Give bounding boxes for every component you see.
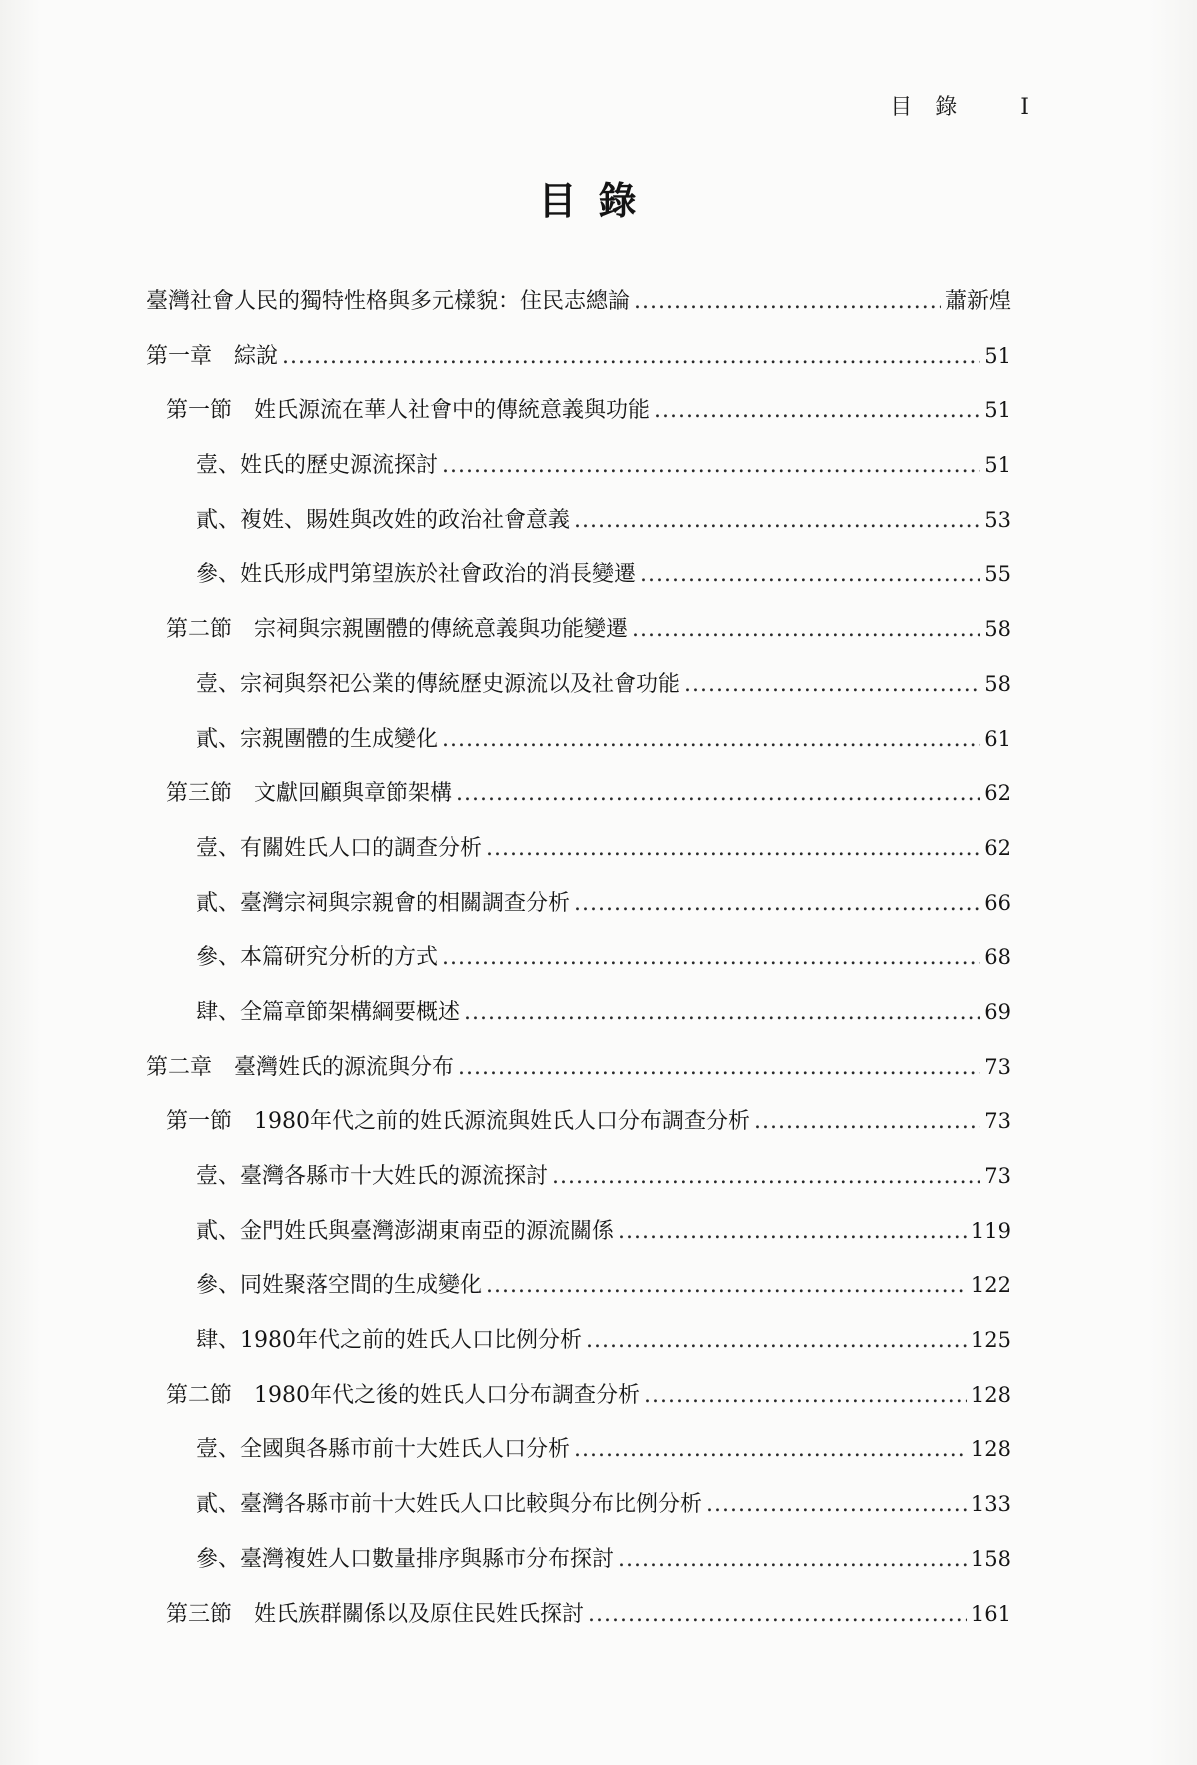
toc-entry-title: 貳、臺灣各縣市前十大姓氏人口比較與分布比例分析 [196,1492,703,1518]
toc-entry-title: 壹、全國與各縣市前十大姓氏人口分析 [196,1437,571,1463]
toc-entry[interactable] [0,667,1197,722]
toc-entry-page-number: 125 [970,1328,1011,1353]
toc-entry-title: 參、姓氏形成門第望族於社會政治的消長變遷 [196,562,637,588]
toc-entry[interactable] [0,1378,1197,1433]
toc-entry-page-number: 128 [970,1437,1011,1462]
toc-entry[interactable] [0,1214,1197,1269]
toc-entry-author: 蕭新煌 [944,289,1011,314]
toc-entry[interactable] [0,831,1197,886]
dot-leader [640,562,980,587]
toc-entry-title: 第三節 文獻回顧與章節架構 [166,781,453,807]
dot-leader [458,1055,980,1080]
toc-entry-page-number: 61 [984,726,1011,751]
toc-entry-title: 參、本篇研究分析的方式 [196,945,439,971]
running-header-label: 目 錄 [890,95,966,120]
dot-leader [574,508,980,533]
running-header-page-number: I [1020,95,1037,120]
toc-entry-title: 參、同姓聚落空間的生成變化 [196,1273,483,1299]
toc-entry-page-number: 133 [970,1492,1011,1517]
toc-entry-title: 第二節 1980年代之後的姓氏人口分布調查分析 [166,1382,640,1408]
toc-entry-page-number: 69 [984,999,1011,1024]
dot-leader [552,1164,980,1189]
toc-entry[interactable] [0,1268,1197,1323]
toc-entry[interactable] [0,1432,1197,1487]
toc-entry[interactable] [0,1542,1197,1597]
toc-entry[interactable] [0,448,1197,503]
dot-leader [282,344,980,369]
toc-entry[interactable] [0,722,1197,777]
toc-entry-page-number: 73 [984,1054,1011,1079]
toc-entry-page-number: 128 [970,1382,1011,1407]
toc-entry[interactable] [0,557,1197,612]
toc-entry-title: 第三節 姓氏族群關係以及原住民姓氏探討 [166,1601,585,1627]
dot-leader [634,289,941,314]
dot-leader [618,1219,967,1244]
toc-entry-page-number: 119 [970,1218,1011,1243]
toc-entry-page-number: 158 [970,1546,1011,1571]
toc-entry-page-number: 51 [984,453,1011,478]
toc-entry-page-number: 55 [984,562,1011,587]
toc-entry-title: 貳、金門姓氏與臺灣澎湖東南亞的源流關係 [196,1218,615,1244]
dot-leader [442,945,980,970]
toc-entry-title: 壹、宗祠與祭祀公業的傳統歷史源流以及社會功能 [196,671,681,697]
toc-entry-title: 壹、姓氏的歷史源流探討 [196,453,439,479]
toc-entry-page-number: 62 [984,781,1011,806]
toc-entry-page-number: 51 [984,343,1011,368]
toc-entry-page-number: 73 [984,1164,1011,1188]
toc-entry-title: 壹、有關姓氏人口的調查分析 [196,835,483,861]
toc-entry-title: 貳、宗親團體的生成變化 [196,726,439,752]
dot-leader [632,617,980,642]
dot-leader [644,1383,967,1408]
toc-entry[interactable] [0,1104,1197,1159]
toc-entry-title: 第二節 宗祠與宗親團體的傳統意義與功能變遷 [166,617,629,643]
dot-leader [574,1437,967,1462]
toc-entry-title: 第一節 姓氏源流在華人社會中的傳統意義與功能 [166,398,651,424]
dot-leader [618,1547,967,1572]
dot-leader [486,1273,967,1298]
dot-leader [456,781,980,806]
toc-entry-page-number: 51 [984,398,1011,423]
toc-entry[interactable] [0,1050,1197,1105]
toc-entry[interactable] [0,393,1197,448]
toc-entry-title: 肆、1980年代之前的姓氏人口比例分析 [196,1328,582,1354]
toc-entry[interactable] [0,1487,1197,1542]
toc-entry-title: 壹、臺灣各縣市十大姓氏的源流探討 [196,1164,549,1189]
toc-entry[interactable] [0,995,1197,1050]
toc-entry-page-number: 73 [984,1109,1011,1134]
dot-leader [464,1000,980,1025]
toc-entry-title: 肆、全篇章節架構綱要概述 [196,999,461,1025]
toc-entry-title: 參、臺灣複姓人口數量排序與縣市分布探討 [196,1546,615,1572]
dot-leader [684,672,980,697]
toc-entry-title: 第二章 臺灣姓氏的源流與分布 [146,1054,455,1080]
toc-entry-title: 貳、複姓、賜姓與改姓的政治社會意義 [196,507,571,533]
dot-leader [588,1602,967,1627]
toc-entry-title: 第一章 綜說 [146,343,279,369]
toc-entry[interactable] [0,284,1197,339]
page-title: 目錄 [538,178,659,223]
toc-entry-page-number: 66 [984,890,1011,915]
toc-entry[interactable] [0,940,1197,995]
dot-leader [754,1109,980,1134]
toc-entry-title: 貳、臺灣宗祠與宗親會的相關調查分析 [196,890,571,916]
dot-leader [486,836,980,861]
toc-entry-page-number: 58 [984,671,1011,696]
toc-entry-page-number: 161 [970,1601,1011,1626]
dot-leader [442,727,980,752]
toc-entry[interactable] [0,339,1197,394]
toc-entry[interactable] [0,886,1197,941]
toc-entry[interactable] [0,1597,1197,1652]
toc-entry-page-number: 68 [984,945,1011,970]
dot-leader [706,1492,967,1517]
dot-leader [442,453,980,478]
toc-entry-page-number: 58 [984,617,1011,642]
toc-entry-title: 臺灣社會人民的獨特性格與多元樣貌：住民志總論 [146,289,631,314]
running-header [890,90,1037,121]
toc-entry-title: 第一節 1980年代之前的姓氏源流與姓氏人口分布調查分析 [166,1109,750,1135]
table-of-contents [0,284,1197,1651]
toc-entry[interactable] [0,612,1197,667]
toc-entry-page-number: 53 [984,507,1011,532]
dot-leader [586,1328,967,1353]
toc-entry[interactable] [0,1323,1197,1378]
dot-leader [574,891,980,916]
toc-entry[interactable] [0,776,1197,831]
toc-entry-page-number: 62 [984,835,1011,860]
toc-entry[interactable] [0,503,1197,558]
toc-entry[interactable] [0,1159,1197,1214]
dot-leader [654,398,980,423]
toc-entry-page-number: 122 [970,1273,1011,1298]
